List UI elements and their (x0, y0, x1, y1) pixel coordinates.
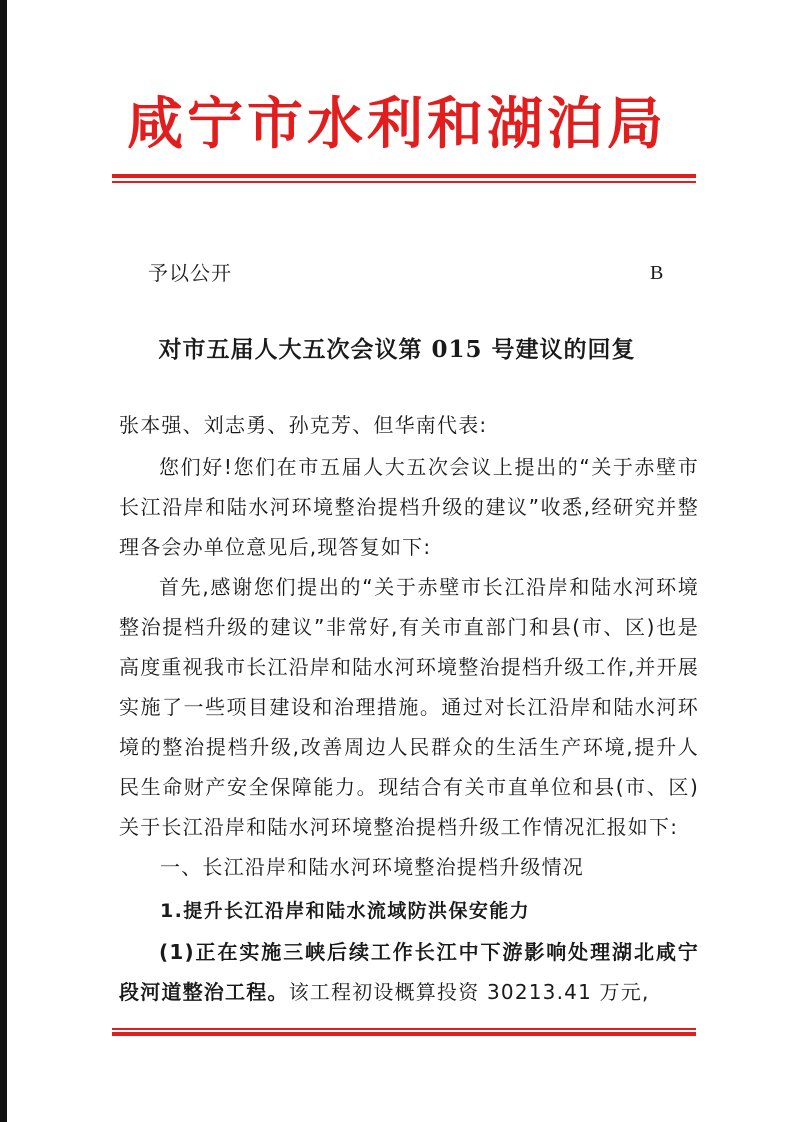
disclosure-label: 予以公开 (148, 261, 232, 285)
document-title: 对市五届人大五次会议第 015 号建议的回复 (158, 336, 636, 363)
letterhead-rule-thick (112, 174, 696, 178)
paragraph-3-lead: (1)正在实施三峡后续工作长江中下游影响处理湖北咸宁段河道整治工程。 (119, 940, 699, 1004)
paragraph-3 (119, 932, 699, 1012)
paragraph-2: 首先,感谢您们提出的“关于赤壁市长江沿岸和陆水河环境整治提档升级的建议”非常好,有关市直部门和县(市、区)也是高度重视我市长江沿岸和陆水河环境整治提档升级工作,并开展实施了一些项目建设和治理措施。通过对长江沿岸和陆水河环境的整治提档升级,改善周边人民群众的生活生产环境,提升人民生命财产安全保障能力。现结合有关市直单位和县(市、区)关于长江沿岸和陆水河环境整治提档升级工作情况汇报如下: (119, 575, 699, 839)
subsection-heading: 1.提升长江沿岸和陆水流域防洪保安能力 (160, 900, 531, 922)
footer-rule-thick (112, 1032, 696, 1036)
grade-label: B (650, 262, 664, 284)
paragraph-3-text: 该工程初设概算投资 30213.41 万元, (288, 980, 650, 1004)
salutation: 张本强、刘志勇、孙克芳、但华南代表: (119, 413, 488, 437)
letterhead-title: 咸宁市水利和湖泊局 (127, 91, 667, 157)
scan-edge (0, 0, 7, 1122)
footer-rule-thin (112, 1028, 696, 1030)
letterhead-rule-thin (112, 181, 696, 183)
section-heading: 一、长江沿岸和陆水河环境整治提档升级情况 (160, 855, 584, 879)
paragraph-1: 您们好!您们在市五届人大五次会议上提出的“关于赤壁市长江沿岸和陆水河环境整治提档升级的建议”收悉,经研究并整理各会办单位意见后,现答复如下: (119, 455, 699, 559)
